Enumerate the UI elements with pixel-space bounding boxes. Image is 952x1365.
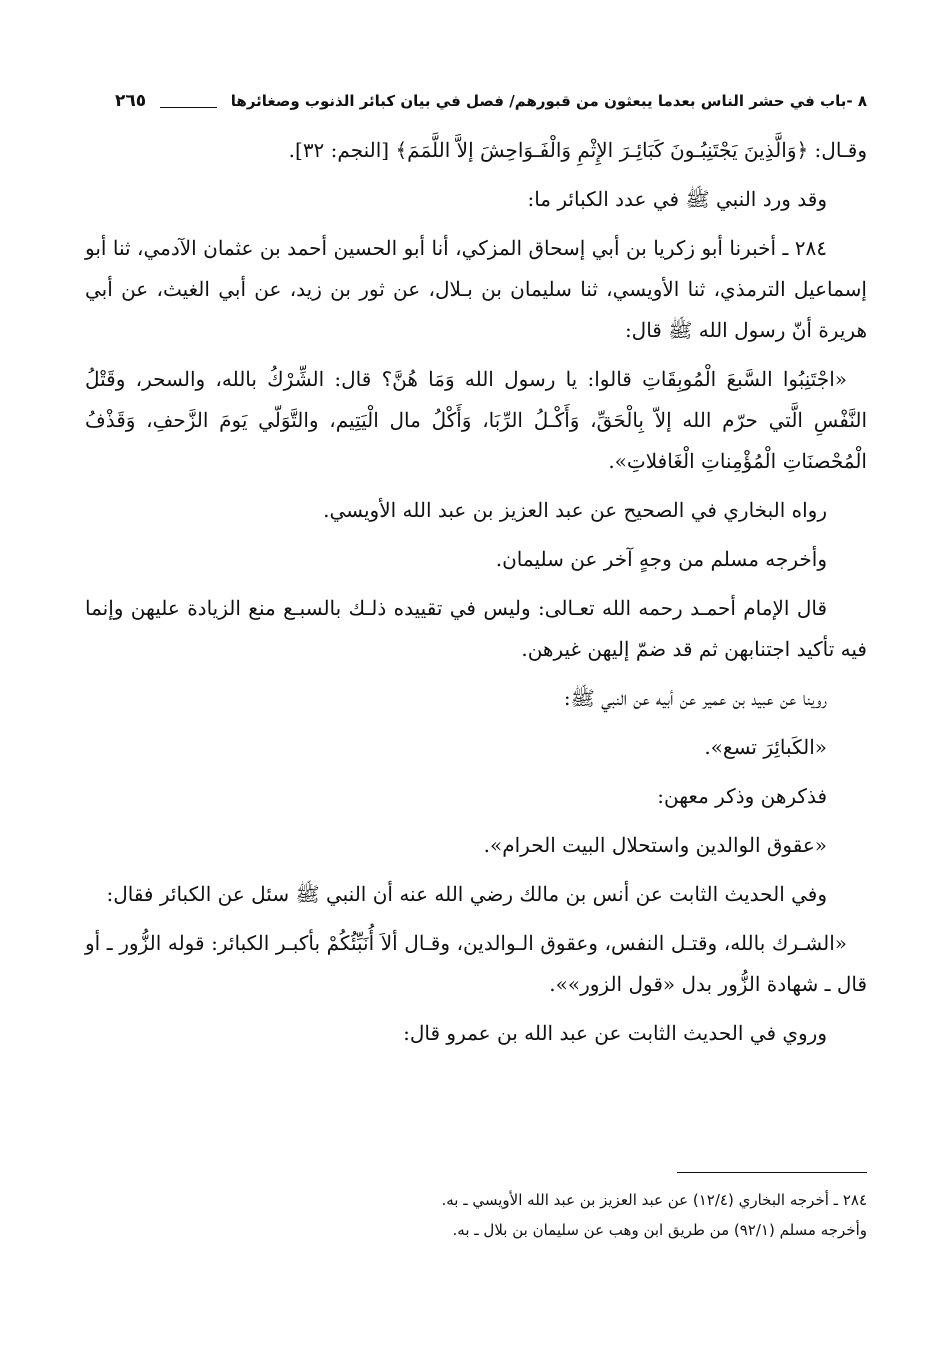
hadith-text-paragraph: «الشـرك بالله، وقتـل النفس، وعقوق الـوالدين، وقـال ألاَ أُنَبِّئُكُمْ بأكبـر الكبائر: قوله الزُّور ـ أو قال ـ شهادة الزُّور بدل «قول الزور»». — [85, 931, 867, 996]
hadith-text-paragraph: «اجْتَنِبُوا السَّبعَ الْمُوبِقَاتِ قالوا: يا رسول الله وَمَا هُنَّ؟ قال: الشِّرْكُ بالله، والسحر، وقَتْلُ النَّفْسِ الَّتي حرّم الله إلاّ بِالْحَقِّ، وَأَكْـلُ الرِّبَا، وَأَكْلُ مال الْيَتِيم، والتَّوَلّي يَومَ الزَّحفِ، وَقَذْفُ الْمُحْصنَاتِ الْمُؤْمِناتِ الْغَافلاتِ». — [85, 367, 867, 473]
footnote-line: وأخرجه مسلم (٩٢/١) من طريق ابن وهب عن سليمان بن بلال ـ به. — [452, 1221, 867, 1239]
footnotes — [85, 1185, 867, 1245]
hadith-text-paragraph: «عقوق الوالدين واستحلال البيت الحرام». — [483, 833, 827, 857]
narration-paragraph: وفي الحديث الثابت عن أنس بن مالك رضي الله عنه أن النبي ﷺ سئل عن الكبائر فقال: — [106, 882, 827, 906]
hadith-text-paragraph: «الكَبائِرَ تسع». — [704, 735, 827, 759]
quran-verse-paragraph: وقـال: ﴿وَالَّذِينَ يَجْتَنِبُـونَ كَبَائِـرَ الإِثْمِ وَالْفَـوَاحِشَ إلاَّ اللَّمَمَ﴾ [النجم: ٣٢]. — [288, 138, 867, 162]
narration-paragraph: وروي في الحديث الثابت عن عبد الله بن عمرو قال: — [403, 1021, 827, 1045]
intro-paragraph: وقد ورد النبي ﷺ في عدد الكبائر ما: — [527, 187, 827, 211]
page-header — [115, 86, 867, 116]
main-text — [85, 130, 867, 1062]
narration-paragraph: رواه البخاري في الصحيح عن عبد العزيز بن عبد الله الأويسي. — [323, 498, 827, 522]
footnote-line: ٢٨٤ ـ أخرجه البخاري (١٢/٤) عن عبد العزيز بن عبد الله الأويسي ـ به. — [441, 1191, 867, 1209]
footnote-rule — [677, 1172, 867, 1173]
running-title: ٨ -باب في حشر الناس بعدما يبعثون من قبورهم/ فصل في بيان كبائر الذنوب وصغائرها — [230, 92, 867, 110]
hadith-chain-paragraph: ٢٨٤ ـ أخبرنا أبو زكريا بن أبي إسحاق المزكي، أنا أبو الحسين أحمد بن عثمان الآدمي، ثنا أبو إسماعيل الترمذي، ثنا الأويسي، ثنا سليمان بن بـلال، عن ثور بن زيد، عن أبي الغيث، عن أبي هريرة أنّ رسول الله ﷺ قال: — [85, 236, 867, 342]
narration-paragraph: فذكرهن وذكر معهن: — [657, 784, 827, 808]
header-rule — [160, 107, 217, 108]
page-number: ٢٦٥ — [115, 91, 147, 111]
narration-paragraph: روينا عن عبيد بن عمير عن أبيه عن النبي ﷺ: — [563, 686, 827, 710]
narration-paragraph: وأخرجه مسلم من وجهٍ آخر عن سليمان. — [495, 547, 827, 571]
commentary-paragraph: قال الإمام أحمـد رحمه الله تعـالى: وليس في تقييده ذلـك بالسبـع منع الزيادة عليهن وإنما فيه تأكيد اجتنابهن ثم قد ضمّ إليهن غيرهن. — [85, 596, 867, 661]
